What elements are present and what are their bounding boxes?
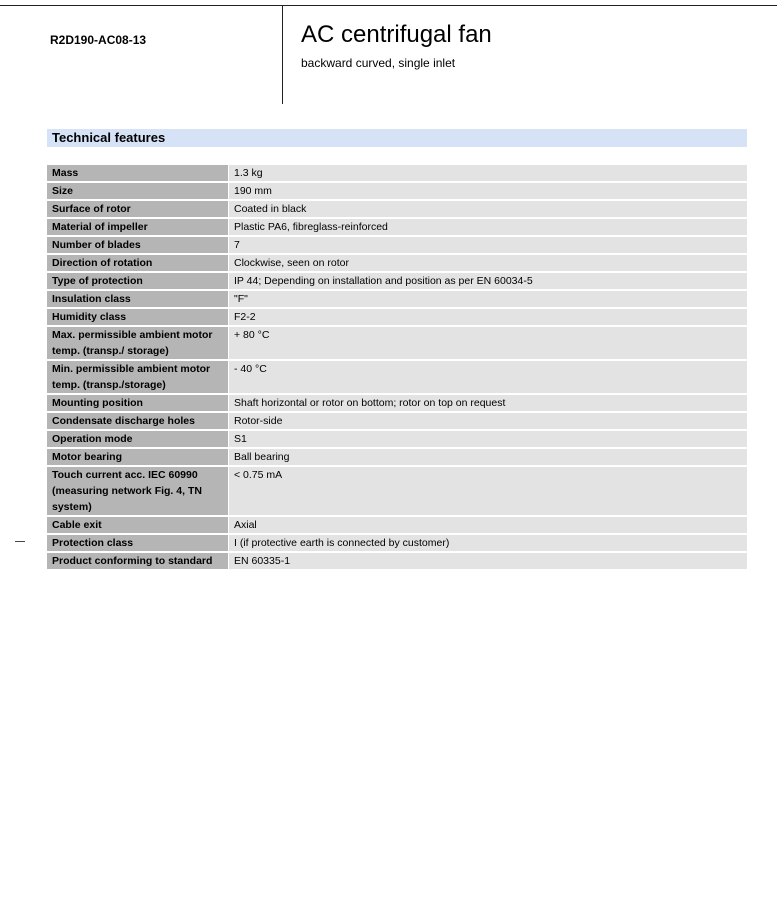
spec-value: 1.3 kg	[229, 165, 747, 181]
spec-label: Max. permissible ambient motor temp. (transp./ storage)	[47, 327, 229, 359]
spec-value: < 0.75 mA	[229, 467, 747, 515]
table-row	[47, 517, 747, 533]
spec-value: Rotor-side	[229, 413, 747, 429]
spec-value: S1	[229, 431, 747, 447]
spec-value: Clockwise, seen on rotor	[229, 255, 747, 271]
spec-value: EN 60335-1	[229, 553, 747, 569]
table-row	[47, 309, 747, 325]
table-row	[47, 255, 747, 271]
spec-label: Condensate discharge holes	[47, 413, 229, 429]
model-number: R2D190-AC08-13	[50, 33, 147, 47]
table-row	[47, 291, 747, 307]
spec-label: Min. permissible ambient motor temp. (transp./storage)	[47, 361, 229, 393]
margin-mark	[15, 541, 25, 542]
table-row	[47, 553, 747, 569]
table-row	[47, 395, 747, 411]
table-row	[47, 273, 747, 289]
spec-label: Direction of rotation	[47, 255, 229, 271]
table-row	[47, 165, 747, 181]
table-row	[47, 237, 747, 253]
spec-label: Protection class	[47, 535, 229, 551]
spec-label: Touch current acc. IEC 60990 (measuring network Fig. 4, TN system)	[47, 467, 229, 515]
spec-label: Humidity class	[47, 309, 229, 325]
spec-label: Motor bearing	[47, 449, 229, 465]
header-divider	[282, 5, 283, 104]
top-rule	[0, 5, 777, 6]
table-row	[47, 449, 747, 465]
spec-value: Shaft horizontal or rotor on bottom; rotor on top on request	[229, 395, 747, 411]
table-row	[47, 467, 747, 515]
spec-value: Axial	[229, 517, 747, 533]
spec-label: Number of blades	[47, 237, 229, 253]
product-subtitle: backward curved, single inlet	[301, 56, 456, 70]
spec-value: - 40 °C	[229, 361, 747, 393]
spec-value: + 80 °C	[229, 327, 747, 359]
table-row	[47, 327, 747, 359]
product-title: AC centrifugal fan	[301, 21, 492, 48]
spec-value: 190 mm	[229, 183, 747, 199]
table-row	[47, 431, 747, 447]
spec-label: Type of protection	[47, 273, 229, 289]
spec-label: Insulation class	[47, 291, 229, 307]
spec-value: I (if protective earth is connected by customer)	[229, 535, 747, 551]
spec-value: Coated in black	[229, 201, 747, 217]
spec-label: Product conforming to standard	[47, 553, 229, 569]
table-row	[47, 535, 747, 551]
table-row	[47, 201, 747, 217]
spec-label: Surface of rotor	[47, 201, 229, 217]
spec-label: Cable exit	[47, 517, 229, 533]
spec-label: Mounting position	[47, 395, 229, 411]
table-row	[47, 361, 747, 393]
table-row	[47, 413, 747, 429]
section-header: Technical features	[47, 129, 747, 147]
spec-label: Size	[47, 183, 229, 199]
spec-value: Plastic PA6, fibreglass-reinforced	[229, 219, 747, 235]
spec-value: 7	[229, 237, 747, 253]
spec-value: "F"	[229, 291, 747, 307]
spec-label: Material of impeller	[47, 219, 229, 235]
spec-value: Ball bearing	[229, 449, 747, 465]
spec-value: IP 44; Depending on installation and position as per EN 60034-5	[229, 273, 747, 289]
spec-table	[47, 163, 747, 571]
spec-label: Operation mode	[47, 431, 229, 447]
table-row	[47, 219, 747, 235]
table-row	[47, 183, 747, 199]
spec-label: Mass	[47, 165, 229, 181]
spec-value: F2-2	[229, 309, 747, 325]
